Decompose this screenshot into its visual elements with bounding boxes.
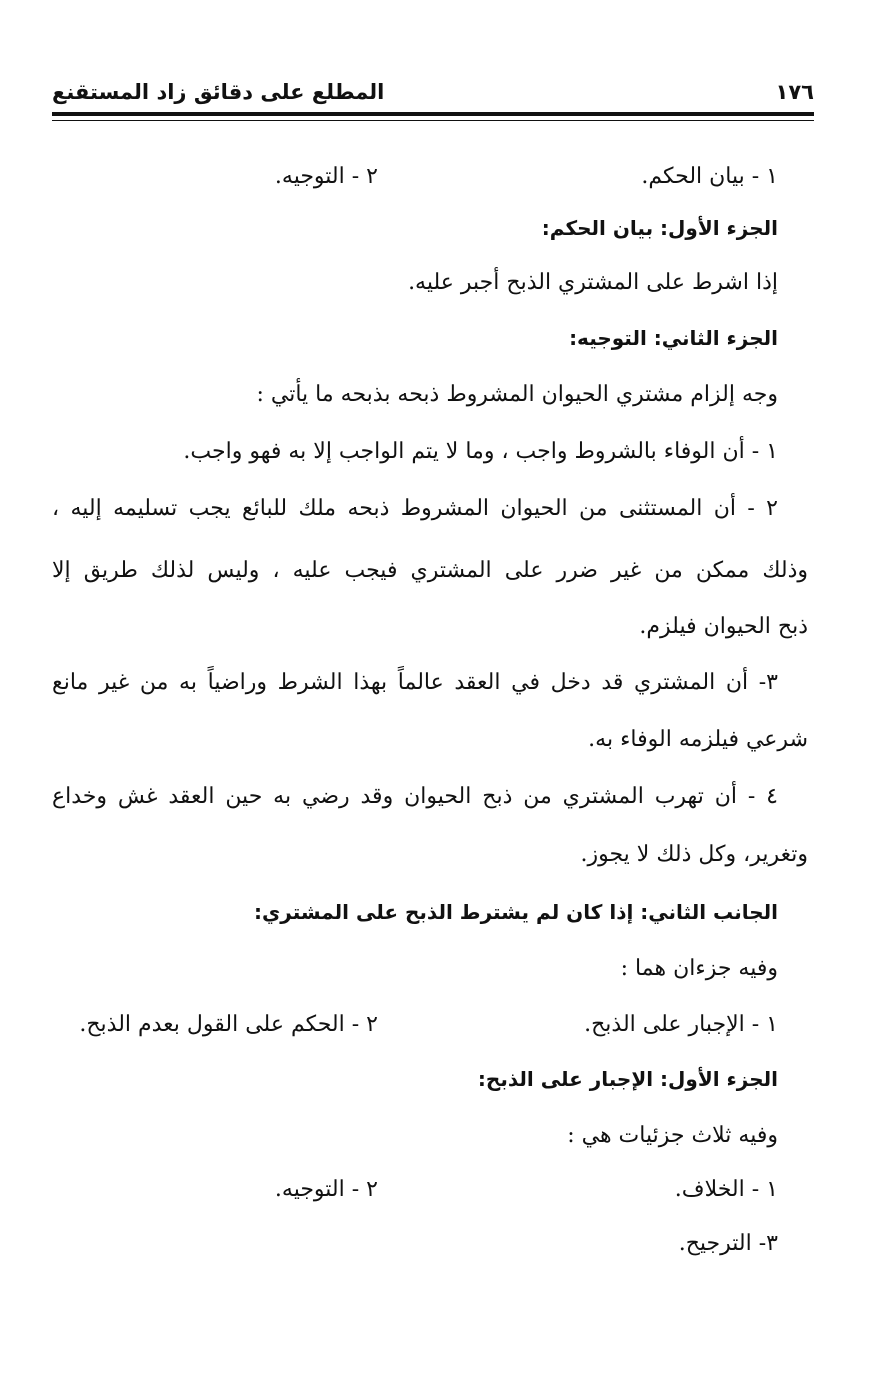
paragraph-line: ١ - أن الوفاء بالشروط واجب ، وما لا يتم الواجب إلا به فهو واجب. bbox=[183, 439, 778, 464]
paragraph-line: ٢ - أن المستثنى من الحيوان المشروط ذبحه ملك للبائع يجب تسليمه إليه ، bbox=[52, 496, 778, 521]
paragraph-line: شرعي فيلزمه الوفاء به. bbox=[588, 727, 808, 752]
section-heading: الجزء الأول: الإجبار على الذبح: bbox=[477, 1067, 778, 1091]
paragraph-line: وفيه جزءان هما : bbox=[620, 956, 778, 981]
page-number: ١٧٦ bbox=[775, 80, 814, 104]
list-line-2 bbox=[52, 1010, 778, 1040]
paragraph-line: وجه إلزام مشتري الحيوان المشروط ذبحه بذبحه ما يأتي : bbox=[256, 382, 778, 407]
list-item: ٣- الترجيح. bbox=[678, 1231, 778, 1256]
section-heading: الجانب الثاني: إذا كان لم يشترط الذبح على المشتري: bbox=[253, 900, 778, 924]
section-heading: الجزء الأول: بيان الحكم: bbox=[541, 216, 778, 240]
paragraph-line: وتغرير، وكل ذلك لا يجوز. bbox=[580, 842, 808, 867]
paragraph-line: ٣- أن المشتري قد دخل في العقد عالماً بهذا الشرط وراضياً به من غير مانع bbox=[52, 670, 778, 695]
paragraph-line: ٤ - أن تهرب المشتري من ذبح الحيوان وقد رضي به حين العقد غش وخداع bbox=[52, 784, 778, 809]
header-rule-thick bbox=[52, 112, 814, 116]
paragraph-line: وذلك ممكن من غير ضرر على المشتري فيجب عليه ، وليس لذلك طريق إلا bbox=[52, 558, 808, 583]
list-line-1 bbox=[52, 162, 778, 192]
list-item: ١ - الخلاف. bbox=[674, 1177, 778, 1202]
paragraph-line: ذبح الحيوان فيلزم. bbox=[639, 614, 808, 639]
paragraph-line: وفيه ثلاث جزئيات هي : bbox=[567, 1123, 778, 1148]
header-rule-thin bbox=[52, 120, 814, 121]
list-item: ٢ - الحكم على القول بعدم الذبح. bbox=[79, 1012, 378, 1037]
list-item: ٢ - التوجيه. bbox=[274, 1177, 378, 1202]
list-item: ١ - الإجبار على الذبح. bbox=[584, 1012, 778, 1037]
section-heading: الجزء الثاني: التوجيه: bbox=[569, 326, 778, 350]
paragraph-line: إذا اشرط على المشتري الذبح أجبر عليه. bbox=[408, 270, 778, 295]
page-header bbox=[52, 72, 814, 112]
list-line-3 bbox=[52, 1175, 778, 1205]
list-item: ١ - بيان الحكم. bbox=[641, 164, 778, 189]
book-title: المطلع على دقائق زاد المستقنع bbox=[52, 80, 385, 104]
list-item: ٢ - التوجيه. bbox=[274, 164, 378, 189]
